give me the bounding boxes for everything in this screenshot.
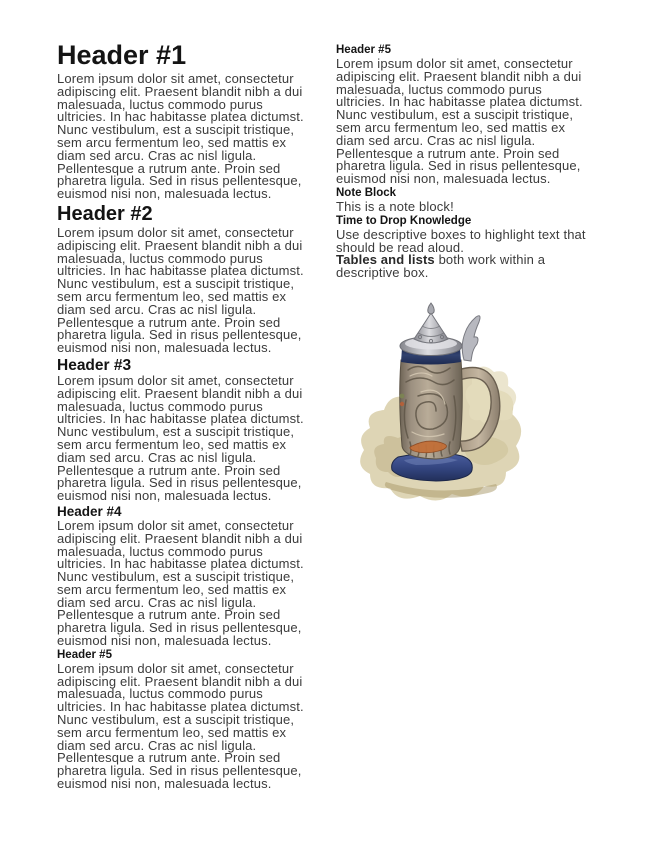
heading-3: Header #3 [57, 356, 132, 374]
heading-2: Header #2 [57, 202, 153, 225]
green-fleck [400, 394, 405, 399]
heading-1: Header #1 [57, 40, 187, 70]
thumb-lift [462, 316, 480, 361]
heading-5-right: Header #5 [336, 44, 391, 56]
red-fleck [400, 402, 404, 406]
beer-stein-watercolor-svg [348, 300, 530, 512]
tables-note-bold: Tables and lists [336, 252, 435, 268]
heading-4: Header #4 [57, 503, 122, 519]
note-block-text: This is a note block! [336, 198, 454, 214]
paragraph-4: Lorem ipsum dolor sit amet, consectetur adipiscing elit. Praesent blandit nibh a dui malesuada, luctus commodo purus ultricies. In hac habitasse platea dictumst. Nunc vestibulum, est a suscipit tristique, sem arcu fermentum leo, sed mattis ex diam sed arcu. Cras ac nisl ligula. Pellentesque a rutrum ante. Proin sed pharetra ligula. Sed in risus pellentesque, euismod nisi non, malesuada lectus. [57, 517, 304, 649]
lid-cone [414, 313, 448, 343]
tables-note-rest: both work within a descriptive box. [336, 252, 546, 281]
paragraph-5: Lorem ipsum dolor sit amet, consectetur adipiscing elit. Praesent blandit nibh a dui malesuada, luctus commodo purus ultricies. In hac habitasse platea dictumst. Nunc vestibulum, est a suscipit tristique, sem arcu fermentum leo, sed mattis ex diam sed arcu. Cras ac nisl ligula. Pellentesque a rutrum ante. Proin sed pharetra ligula. Sed in risus pellentesque, euismod nisi non, malesuada lectus. [57, 660, 304, 792]
note-block-label: Note Block [336, 186, 397, 199]
paragraph-1: Lorem ipsum dolor sit amet, consectetur adipiscing elit. Praesent blandit nibh a dui malesuada, luctus commodo purus ultricies. In hac habitasse platea dictumst. Nunc vestibulum, est a suscipit tristique, sem arcu fermentum leo, sed mattis ex diam sed arcu. Cras ac nisl ligula. Pellentesque a rutrum ante. Proin sed pharetra ligula. Sed in risus pellentesque, euismod nisi non, malesuada lectus. [57, 71, 304, 202]
paragraph-right: Lorem ipsum dolor sit amet, consectetur adipiscing elit. Praesent blandit nibh a dui malesuada, luctus commodo purus ultricies. In hac habitasse platea dictumst. Nunc vestibulum, est a suscipit tristique, sem arcu fermentum leo, sed mattis ex diam sed arcu. Cras ac nisl ligula. Pellentesque a rutrum ante. Proin sed pharetra ligula. Sed in risus pellentesque, euismod nisi non, malesuada lectus. [336, 56, 583, 187]
beer-stein-illustration [348, 300, 530, 512]
left-column [57, 40, 309, 791]
paragraph-2: Lorem ipsum dolor sit amet, consectetur adipiscing elit. Praesent blandit nibh a dui malesuada, luctus commodo purus ultricies. In hac habitasse platea dictumst. Nunc vestibulum, est a suscipit tristique, sem arcu fermentum leo, sed mattis ex diam sed arcu. Cras ac nisl ligula. Pellentesque a rutrum ante. Proin sed pharetra ligula. Sed in risus pellentesque, euismod nisi non, malesuada lectus. [57, 224, 304, 356]
lid-finial [428, 303, 434, 314]
knowledge-block-label: Time to Drop Knowledge [336, 214, 472, 227]
knowledge-block-text: Use descriptive boxes to highlight text that should be read aloud. [336, 226, 586, 255]
tables-note [336, 254, 588, 280]
paragraph-3: Lorem ipsum dolor sit amet, consectetur adipiscing elit. Praesent blandit nibh a dui malesuada, luctus commodo purus ultricies. In hac habitasse platea dictumst. Nunc vestibulum, est a suscipit tristique, sem arcu fermentum leo, sed mattis ex diam sed arcu. Cras ac nisl ligula. Pellentesque a rutrum ante. Proin sed pharetra ligula. Sed in risus pellentesque, euismod nisi non, malesuada lectus. [57, 372, 304, 504]
right-column [336, 43, 588, 512]
heading-5: Header #5 [57, 648, 112, 661]
